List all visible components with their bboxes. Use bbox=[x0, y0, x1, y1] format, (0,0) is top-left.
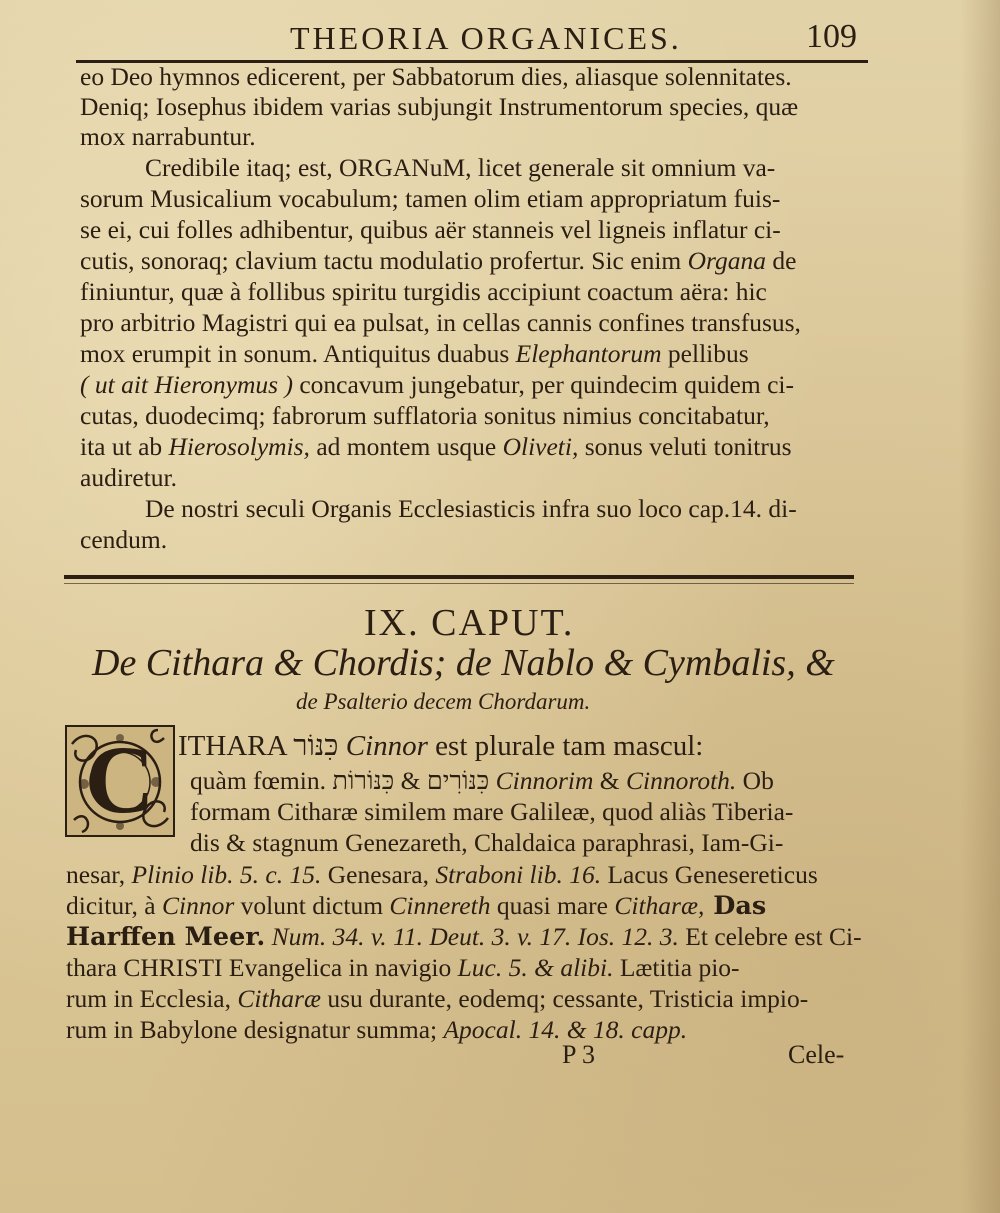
text-line: mox erumpit in sonum. Antiquitus duabus Elephantorum pellibus bbox=[80, 339, 749, 368]
text-line: Credibile itaq; est, ORGANuM, licet generale sit omnium va- bbox=[145, 153, 776, 182]
catchword: Cele- bbox=[788, 1040, 845, 1069]
running-title: THEORIA ORGANICES. bbox=[290, 20, 682, 56]
text-line: sorum Musicalium vocabulum; tamen olim etiam appropriatum fuis- bbox=[80, 184, 781, 213]
text-line: cendum. bbox=[80, 525, 168, 554]
text-line: ( ut ait Hieronymus ) concavum jungebatur, per quindecim quidem ci- bbox=[80, 370, 794, 399]
text-line: finiuntur, quæ à follibus spiritu turgidis accipiunt coactum aëra: hic bbox=[80, 277, 767, 306]
text-line: se ei, cui folles adhibentur, quibus aër stanneis vel ligneis inflatur ci- bbox=[80, 215, 781, 244]
text-line: audiretur. bbox=[80, 463, 178, 492]
page-number: 109 bbox=[806, 18, 857, 55]
text-line: cutis, sonoraq; clavium tactu modulatio profertur. Sic enim Organa de bbox=[80, 246, 797, 275]
initial-letter: C bbox=[85, 726, 155, 833]
text-line: formam Citharæ similem mare Galileæ, quod aliàs Tiberia- bbox=[190, 797, 794, 826]
text-line: Deniq; Iosephus ibidem varias subjungit Instrumentorum species, quæ bbox=[80, 92, 799, 121]
text-line: ITHARA כִּנּוֹר Cinnor est plurale tam mascul: bbox=[178, 730, 704, 762]
text-line: De nostri seculi Organis Ecclesiasticis infra suo loco cap.14. di- bbox=[145, 494, 797, 523]
text-line: rum in Babylone designatur summa; Apocal. 14. & 18. capp. bbox=[66, 1015, 688, 1044]
chapter-subtitle: de Psalterio decem Chordarum. bbox=[296, 689, 591, 714]
decorated-initial bbox=[64, 724, 176, 838]
text-line: cutas, duodecimq; fabrorum sufflatoria sonitus nimius concitabatur, bbox=[80, 401, 770, 430]
text-line: dicitur, à Cinnor volunt dictum Cinnereth quasi mare Citharæ, Das bbox=[66, 891, 767, 921]
section-rule bbox=[64, 575, 854, 579]
chapter-title: De Cithara & Chordis; de Nablo & Cymbalis, & bbox=[92, 642, 835, 684]
text-line: ita ut ab Hierosolymis, ad montem usque Oliveti, sonus veluti tonitrus bbox=[80, 432, 792, 461]
text-line: dis & stagnum Genezareth, Chaldaica paraphrasi, Iam-Gi- bbox=[190, 828, 784, 857]
text-line: eo Deo hymnos edicerent, per Sabbatorum dies, aliasque solennitates. bbox=[80, 62, 792, 91]
text-line: pro arbitrio Magistri qui ea pulsat, in cellas cannis confines transfusus, bbox=[80, 308, 801, 337]
chapter-number: IX. CAPUT. bbox=[364, 602, 575, 644]
text-line: nesar, Plinio lib. 5. c. 15. Genesara, Straboni lib. 16. Lacus Genesereticus bbox=[66, 860, 818, 889]
signature-mark: P 3 bbox=[562, 1040, 595, 1069]
text-line: Harffen Meer. Num. 34. v. 11. Deut. 3. v. 17. Ios. 12. 3. Et celebre est Ci- bbox=[66, 922, 862, 952]
section-rule-thin bbox=[64, 583, 854, 584]
text-line: mox narrabuntur. bbox=[80, 122, 256, 151]
text-line: rum in Ecclesia, Citharæ usu durante, eodemq; cessante, Tristicia impio- bbox=[66, 984, 809, 1013]
text-line: thara CHRISTI Evangelica in navigio Luc. 5. & alibi. Lætitia pio- bbox=[66, 953, 740, 982]
text-line: quàm fœmin. כִּנּוֹרִים & כִּנּוֹרוֹת Cinnorim & Cinnoroth. Ob bbox=[190, 766, 774, 795]
